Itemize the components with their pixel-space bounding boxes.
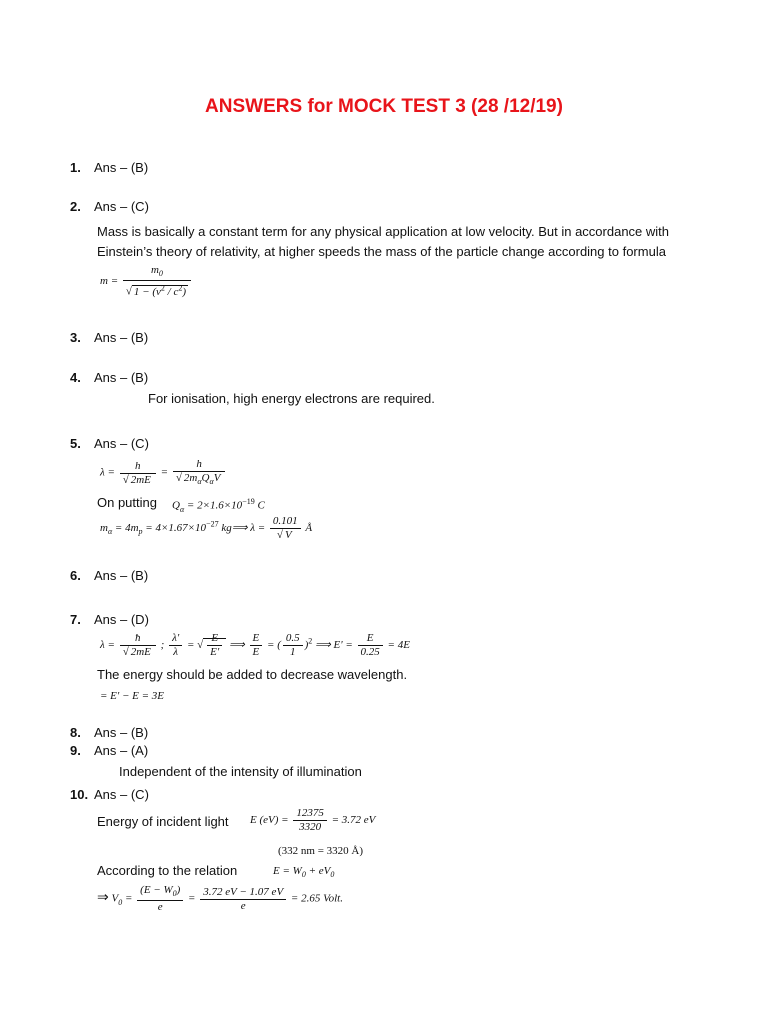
answer-10 [70, 787, 149, 802]
photoelectric-relation: $E = W_0 + eV_0$ [273, 865, 335, 880]
wavelength-ratio-formula: λ = $\frac{ħ}{√ 2mE}$ ; $\frac{\lambda'}{\lambda}$ = √ $\frac{E}{E'}$ ⟹ $\frac{E}{E}$ = ( $\frac{0.5}{1}$ )$^2$ ⟹ E' = $\frac{E}{0.25}$ = 4E [100, 632, 410, 658]
question-number: 7. [70, 612, 81, 627]
v0-calculation: ⇒ $V_0$ = $\frac{(E - W_0)}{e}$ = $\frac{3.72 eV - 1.07 eV}{e}$ = 2.65 Volt. [97, 884, 343, 914]
answer-text: Ans – (C) [94, 787, 149, 802]
answer-text: Ans – (D) [94, 612, 149, 627]
explanation-2 [97, 222, 737, 262]
question-number: 8. [70, 725, 81, 740]
mass-value: $m_\alpha = 4m_p = 4\times 1.67\times 10^{-27}$ kg⟹ λ = $\frac{0.101}{√ V}$ Å [100, 515, 313, 541]
answer-text: Ans – (B) [94, 160, 149, 175]
eq-result: = 3.72 eV [331, 814, 376, 827]
answer-8 [70, 725, 148, 740]
v0-result: = 2.65 Volt. [290, 892, 343, 905]
energy-equation: E (eV) = $\frac{12375}{3320}$ = 3.72 eV [250, 807, 376, 833]
explanation-9: Independent of the intensity of illumination [119, 764, 362, 779]
unit-conversion: (332 nm = 3320 Å) [278, 845, 364, 857]
answer-4 [70, 370, 148, 385]
question-number: 2. [70, 199, 81, 214]
question-number: 3. [70, 330, 81, 345]
explanation-line: Einstein’s theory of relativity, at higher speeds the mass of the particle change according to formula [97, 244, 666, 259]
page-title: ANSWERS for MOCK TEST 3 (28 /12/19) [205, 96, 563, 117]
question-number: 10. [70, 787, 89, 802]
answer-5 [70, 436, 149, 451]
explanation-line: Mass is basically a constant term for any physical application at low velocity. But in accordance with [97, 224, 670, 239]
on-putting-label: On putting [97, 495, 157, 510]
answer-text: Ans – (B) [94, 568, 149, 583]
charge-value: $Q_\alpha = 2\times 1.6\times 10^{-19}$ C [172, 497, 265, 514]
question-number: 4. [70, 370, 81, 385]
relativistic-mass-formula: m = $\frac{m_0}{√ 1 - (v^2 / c^2)}$ [100, 264, 193, 299]
question-number: 1. [70, 160, 81, 175]
relation-label: According to the relation [97, 863, 238, 878]
question-number: 9. [70, 743, 81, 758]
de-broglie-formula: λ = $\frac{h}{√ 2mE}$ = $\frac{h}{√ 2m_\alpha Q_\alpha V}$ [100, 458, 227, 488]
question-number: 5. [70, 436, 81, 451]
answer-3 [70, 330, 148, 345]
answer-text: Ans – (C) [94, 199, 149, 214]
question-number: 6. [70, 568, 81, 583]
answer-text: Ans – (B) [94, 370, 149, 385]
explanation-7: The energy should be added to decrease wavelength. [97, 667, 408, 682]
eq-denominator: 3320 [299, 821, 322, 833]
answer-2 [70, 199, 149, 214]
answer-1 [70, 160, 148, 175]
answer-7 [70, 612, 149, 627]
answer-6 [70, 568, 148, 583]
eq-numerator: 12375 [293, 807, 327, 821]
answer-text: Ans – (B) [94, 330, 149, 345]
explanation-4: For ionisation, high energy electrons are required. [148, 391, 435, 406]
answer-9 [70, 743, 148, 758]
energy-difference: = E' − E = 3E [100, 690, 165, 702]
answer-text: Ans – (A) [94, 743, 149, 758]
energy-label: Energy of incident light [97, 814, 229, 829]
answer-text: Ans – (C) [94, 436, 149, 451]
answer-text: Ans – (B) [94, 725, 149, 740]
